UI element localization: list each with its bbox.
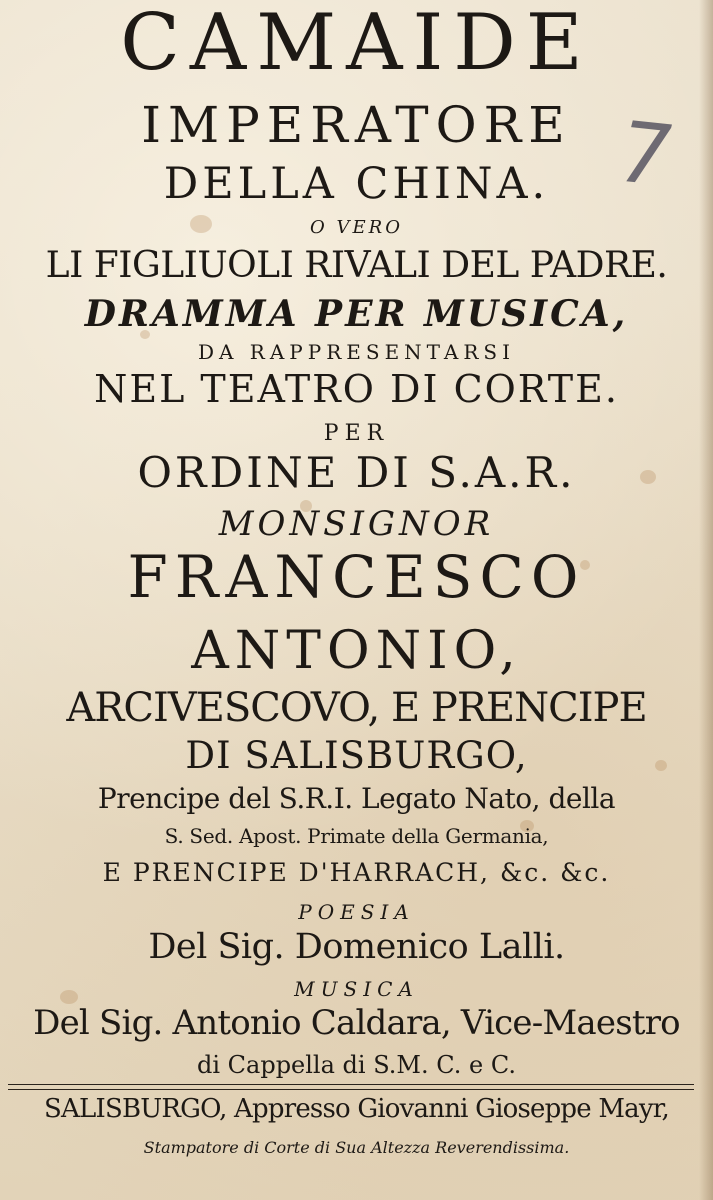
da-rappresentarsi: DA RAPPRESENTARSI bbox=[197, 340, 516, 364]
subtitle-imperatore: IMPERATORE bbox=[141, 96, 572, 154]
imprint-rule-bottom bbox=[8, 1089, 694, 1090]
title: CAMAIDE bbox=[120, 0, 593, 88]
venue-line: NEL TEATRO DI CORTE. bbox=[94, 367, 619, 411]
subtitle-china: DELLA CHINA. bbox=[163, 159, 550, 209]
poesia-label: POESIA bbox=[298, 900, 415, 924]
ordine-line: ORDINE DI S.A.R. bbox=[137, 448, 576, 497]
o-vero: O VERO bbox=[310, 217, 403, 238]
patron-first-name: FRANCESCO bbox=[127, 543, 586, 611]
patron-office-salzburg: DI SALISBURGO, bbox=[185, 734, 528, 777]
patron-office-legate: Prencipe del S.R.I. Legato Nato, della bbox=[97, 782, 616, 815]
alternate-title: LI FIGLIUOLI RIVALI DEL PADRE. bbox=[45, 245, 668, 286]
per-line: PER bbox=[323, 421, 390, 446]
poesia-author: Del Sig. Domenico Lalli. bbox=[148, 927, 565, 967]
genre-line: DRAMMA PER MUSICA, bbox=[84, 293, 629, 335]
patron-office-archbishop: ARCIVESCOVO, E PRENCIPE bbox=[66, 685, 647, 731]
imprint-printer: SALISBURGO, Appresso Giovanni Gioseppe Mayr, bbox=[44, 1094, 669, 1124]
musica-author: Del Sig. Antonio Caldara, Vice-Maestro bbox=[33, 1003, 680, 1043]
patron-second-name: ANTONIO, bbox=[191, 621, 522, 681]
handwritten-pencil-mark: 7 bbox=[606, 103, 684, 205]
imprint-court-printer: Stampatore di Corte di Sua Altezza Reverendissima. bbox=[143, 1138, 570, 1157]
imprint-rule-top bbox=[8, 1084, 694, 1085]
patron-office-primate: S. Sed. Apost. Primate della Germania, bbox=[164, 824, 549, 848]
monsignor-line: MONSIGNOR bbox=[218, 504, 495, 544]
patron-office-harrach: E PRENCIPE D'HARRACH, &c. &c. bbox=[102, 858, 611, 887]
musica-post: di Cappella di S.M. C. e C. bbox=[196, 1051, 516, 1079]
musica-label: MUSICA bbox=[294, 977, 419, 1001]
